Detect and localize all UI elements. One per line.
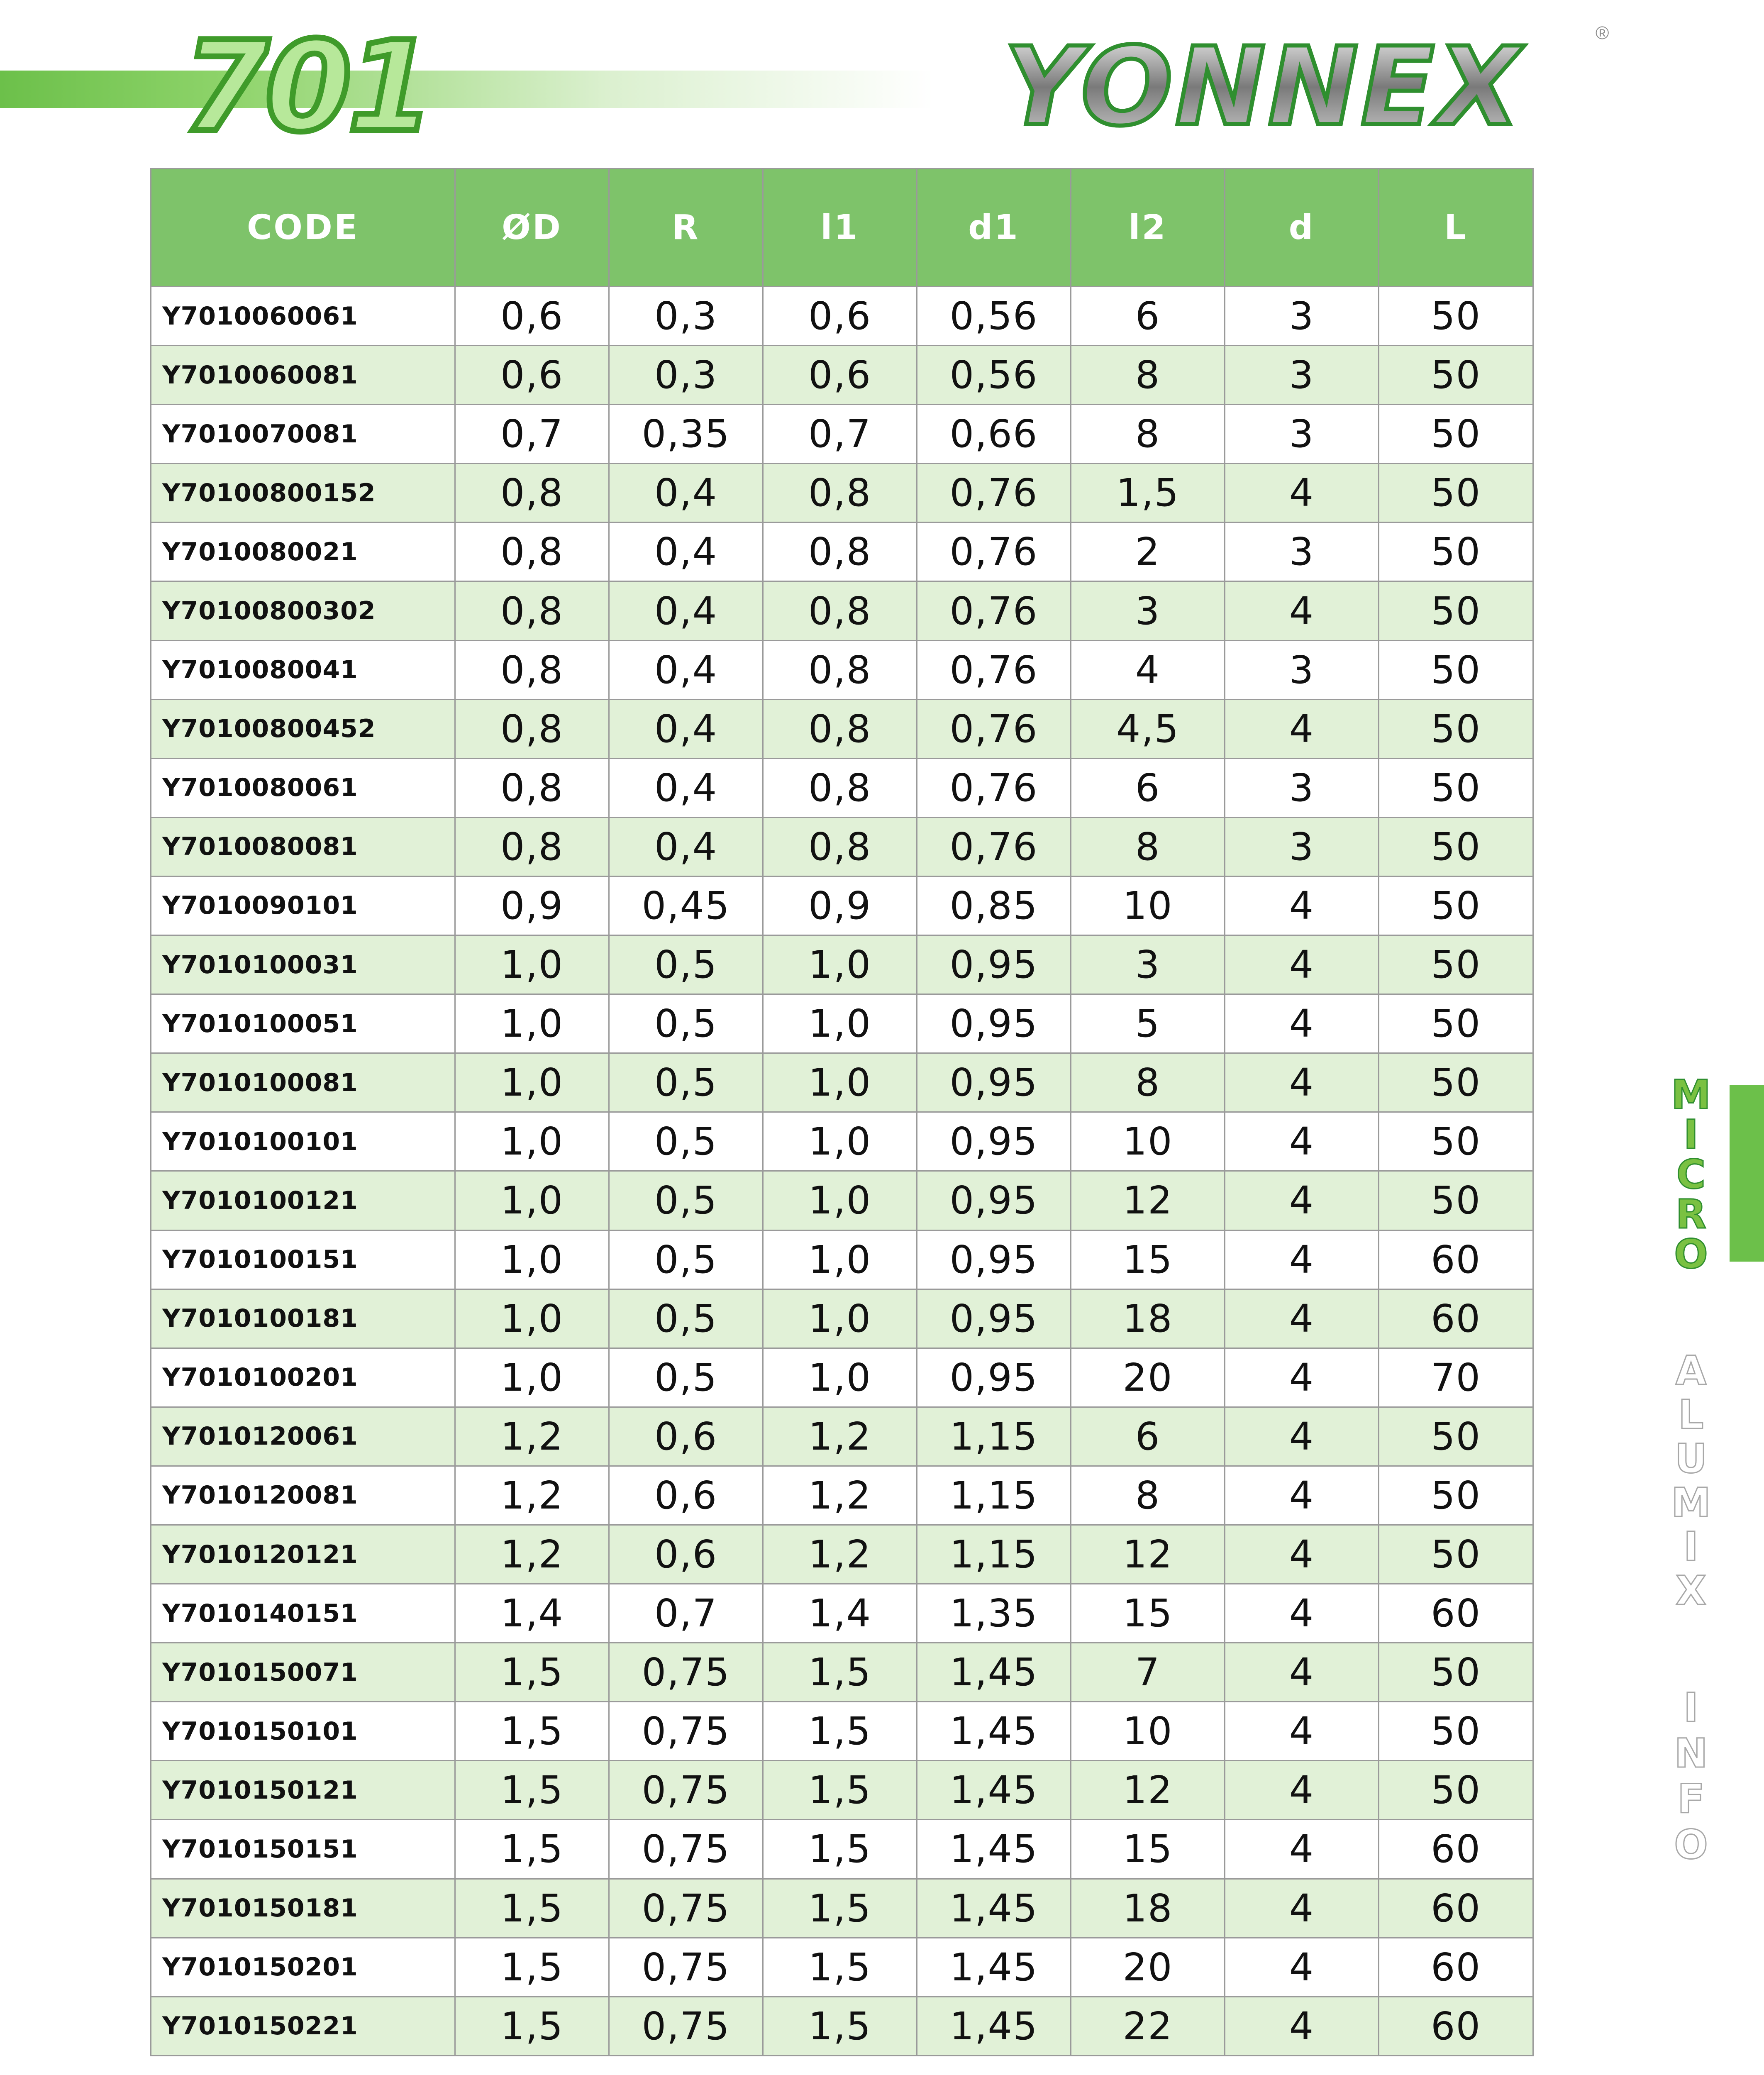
table-row bbox=[151, 1348, 1533, 1407]
dimension-cell: 1,45 bbox=[917, 1938, 1071, 1997]
side-tab-info[interactable]: I N F O bbox=[1674, 1684, 1708, 1868]
product-code-cell: Y7010150181 bbox=[151, 1879, 455, 1938]
product-spec-table bbox=[150, 168, 1534, 2056]
dimension-cell: 50 bbox=[1379, 876, 1533, 935]
dimension-cell: 0,85 bbox=[917, 876, 1071, 935]
side-tab-micro[interactable]: M I C R O bbox=[1671, 1072, 1711, 1277]
dimension-cell: 20 bbox=[1071, 1348, 1225, 1407]
column-header-shank-d: d bbox=[1225, 169, 1379, 287]
product-code-cell: Y7010150221 bbox=[151, 1997, 455, 2055]
dimension-cell: 4 bbox=[1225, 1702, 1379, 1761]
table-row bbox=[151, 758, 1533, 817]
dimension-cell: 1,4 bbox=[763, 1584, 917, 1643]
dimension-cell: 0,56 bbox=[917, 346, 1071, 405]
dimension-cell: 1,0 bbox=[763, 1348, 917, 1407]
dimension-cell: 50 bbox=[1379, 1761, 1533, 1820]
table-row bbox=[151, 1584, 1533, 1643]
product-code-cell: Y7010100201 bbox=[151, 1348, 455, 1407]
table-row bbox=[151, 346, 1533, 405]
table-row bbox=[151, 1171, 1533, 1230]
dimension-cell: 1,4 bbox=[455, 1584, 609, 1643]
product-code-cell: Y7010120061 bbox=[151, 1407, 455, 1466]
dimension-cell: 1,5 bbox=[763, 1879, 917, 1938]
dimension-cell: 50 bbox=[1379, 1053, 1533, 1112]
product-code-cell: Y7010150151 bbox=[151, 1820, 455, 1879]
dimension-cell: 50 bbox=[1379, 1407, 1533, 1466]
product-code-cell: Y7010100081 bbox=[151, 1053, 455, 1112]
dimension-cell: 0,8 bbox=[763, 817, 917, 876]
dimension-cell: 0,8 bbox=[455, 758, 609, 817]
dimension-cell: 0,95 bbox=[917, 1171, 1071, 1230]
dimension-cell: 1,15 bbox=[917, 1525, 1071, 1584]
dimension-cell: 1,45 bbox=[917, 1643, 1071, 1702]
dimension-cell: 0,5 bbox=[609, 1230, 763, 1289]
column-header-length: L bbox=[1379, 169, 1533, 287]
product-code-cell: Y70100800302 bbox=[151, 581, 455, 640]
catalog-number: 701 bbox=[183, 15, 430, 159]
product-code-cell: Y7010150201 bbox=[151, 1938, 455, 1997]
table-row bbox=[151, 405, 1533, 464]
dimension-cell: 0,76 bbox=[917, 817, 1071, 876]
dimension-cell: 4 bbox=[1225, 581, 1379, 640]
dimension-cell: 6 bbox=[1071, 1407, 1225, 1466]
product-code-cell: Y70100800452 bbox=[151, 699, 455, 758]
dimension-cell: 1,45 bbox=[917, 1761, 1071, 1820]
dimension-cell: 0,8 bbox=[763, 758, 917, 817]
dimension-cell: 0,6 bbox=[609, 1466, 763, 1525]
product-code-cell: Y7010120121 bbox=[151, 1525, 455, 1584]
dimension-cell: 0,76 bbox=[917, 758, 1071, 817]
dimension-cell: 0,6 bbox=[763, 346, 917, 405]
table-row bbox=[151, 1525, 1533, 1584]
dimension-cell: 1,5 bbox=[455, 1761, 609, 1820]
dimension-cell: 15 bbox=[1071, 1584, 1225, 1643]
dimension-cell: 50 bbox=[1379, 935, 1533, 994]
dimension-cell: 50 bbox=[1379, 1112, 1533, 1171]
dimension-cell: 6 bbox=[1071, 287, 1225, 346]
dimension-cell: 4 bbox=[1225, 699, 1379, 758]
dimension-cell: 0,3 bbox=[609, 287, 763, 346]
dimension-cell: 0,95 bbox=[917, 994, 1071, 1053]
dimension-cell: 1,0 bbox=[455, 1171, 609, 1230]
dimension-cell: 0,75 bbox=[609, 1997, 763, 2055]
product-code-cell: Y7010080021 bbox=[151, 522, 455, 581]
dimension-cell: 1,45 bbox=[917, 1997, 1071, 2055]
dimension-cell: 0,95 bbox=[917, 1289, 1071, 1348]
dimension-cell: 1,0 bbox=[763, 1112, 917, 1171]
dimension-cell: 4 bbox=[1225, 935, 1379, 994]
column-header-d1: d1 bbox=[917, 169, 1071, 287]
dimension-cell: 1,5 bbox=[455, 1879, 609, 1938]
dimension-cell: 0,8 bbox=[763, 581, 917, 640]
dimension-cell: 10 bbox=[1071, 1702, 1225, 1761]
table-row bbox=[151, 876, 1533, 935]
dimension-cell: 4 bbox=[1225, 1879, 1379, 1938]
dimension-cell: 50 bbox=[1379, 405, 1533, 464]
dimension-cell: 1,5 bbox=[763, 1997, 917, 2055]
dimension-cell: 15 bbox=[1071, 1820, 1225, 1879]
dimension-cell: 0,5 bbox=[609, 1171, 763, 1230]
dimension-cell: 1,5 bbox=[1071, 464, 1225, 522]
dimension-cell: 12 bbox=[1071, 1761, 1225, 1820]
table-row bbox=[151, 1466, 1533, 1525]
dimension-cell: 1,5 bbox=[455, 1820, 609, 1879]
dimension-cell: 1,5 bbox=[455, 1643, 609, 1702]
dimension-cell: 3 bbox=[1225, 405, 1379, 464]
dimension-cell: 4 bbox=[1225, 1053, 1379, 1112]
product-code-cell: Y7010150071 bbox=[151, 1643, 455, 1702]
dimension-cell: 4 bbox=[1225, 1820, 1379, 1879]
table-row bbox=[151, 287, 1533, 346]
product-code-cell: Y7010060061 bbox=[151, 287, 455, 346]
dimension-cell: 1,5 bbox=[455, 1938, 609, 1997]
dimension-cell: 3 bbox=[1225, 817, 1379, 876]
dimension-cell: 0,4 bbox=[609, 817, 763, 876]
dimension-cell: 18 bbox=[1071, 1879, 1225, 1938]
table-row bbox=[151, 1702, 1533, 1761]
dimension-cell: 1,35 bbox=[917, 1584, 1071, 1643]
dimension-cell: 1,2 bbox=[763, 1525, 917, 1584]
product-code-cell: Y7010120081 bbox=[151, 1466, 455, 1525]
dimension-cell: 1,2 bbox=[455, 1525, 609, 1584]
product-code-cell: Y7010100151 bbox=[151, 1230, 455, 1289]
side-tab-alumix[interactable]: A L U M I X bbox=[1671, 1348, 1711, 1614]
dimension-cell: 0,5 bbox=[609, 994, 763, 1053]
dimension-cell: 0,5 bbox=[609, 935, 763, 994]
product-code-cell: Y7010100051 bbox=[151, 994, 455, 1053]
dimension-cell: 10 bbox=[1071, 1112, 1225, 1171]
table-row bbox=[151, 1289, 1533, 1348]
dimension-cell: 4 bbox=[1225, 1643, 1379, 1702]
dimension-cell: 50 bbox=[1379, 640, 1533, 699]
dimension-cell: 50 bbox=[1379, 1171, 1533, 1230]
table-row bbox=[151, 1230, 1533, 1289]
dimension-cell: 1,0 bbox=[763, 994, 917, 1053]
product-code-cell: Y7010150101 bbox=[151, 1702, 455, 1761]
dimension-cell: 0,35 bbox=[609, 405, 763, 464]
registered-mark: ® bbox=[1596, 23, 1609, 43]
dimension-cell: 12 bbox=[1071, 1171, 1225, 1230]
dimension-cell: 1,5 bbox=[763, 1938, 917, 1997]
dimension-cell: 4 bbox=[1225, 1997, 1379, 2055]
table-row bbox=[151, 935, 1533, 994]
table-row bbox=[151, 817, 1533, 876]
dimension-cell: 50 bbox=[1379, 346, 1533, 405]
dimension-cell: 0,5 bbox=[609, 1112, 763, 1171]
dimension-cell: 2 bbox=[1071, 522, 1225, 581]
active-tab-marker bbox=[1730, 1085, 1764, 1262]
dimension-cell: 10 bbox=[1071, 876, 1225, 935]
dimension-cell: 0,7 bbox=[763, 405, 917, 464]
dimension-cell: 3 bbox=[1225, 287, 1379, 346]
dimension-cell: 1,0 bbox=[455, 1112, 609, 1171]
dimension-cell: 4 bbox=[1225, 1525, 1379, 1584]
product-code-cell: Y7010140151 bbox=[151, 1584, 455, 1643]
dimension-cell: 1,2 bbox=[455, 1407, 609, 1466]
dimension-cell: 4 bbox=[1225, 1584, 1379, 1643]
header-gradient-bar bbox=[0, 71, 934, 108]
product-code-cell: Y7010100031 bbox=[151, 935, 455, 994]
dimension-cell: 22 bbox=[1071, 1997, 1225, 2055]
dimension-cell: 7 bbox=[1071, 1643, 1225, 1702]
product-code-cell: Y7010100181 bbox=[151, 1289, 455, 1348]
dimension-cell: 0,9 bbox=[455, 876, 609, 935]
dimension-cell: 1,5 bbox=[763, 1761, 917, 1820]
dimension-cell: 0,6 bbox=[455, 346, 609, 405]
dimension-cell: 1,0 bbox=[763, 1289, 917, 1348]
dimension-cell: 50 bbox=[1379, 1525, 1533, 1584]
table-row bbox=[151, 699, 1533, 758]
dimension-cell: 0,45 bbox=[609, 876, 763, 935]
product-code-cell: Y7010060081 bbox=[151, 346, 455, 405]
dimension-cell: 4 bbox=[1225, 1761, 1379, 1820]
dimension-cell: 1,0 bbox=[455, 935, 609, 994]
dimension-cell: 1,0 bbox=[763, 1053, 917, 1112]
dimension-cell: 1,2 bbox=[763, 1407, 917, 1466]
dimension-cell: 0,4 bbox=[609, 699, 763, 758]
table-row bbox=[151, 522, 1533, 581]
dimension-cell: 50 bbox=[1379, 1643, 1533, 1702]
dimension-cell: 3 bbox=[1225, 346, 1379, 405]
dimension-cell: 60 bbox=[1379, 1938, 1533, 1997]
dimension-cell: 6 bbox=[1071, 758, 1225, 817]
dimension-cell: 0,76 bbox=[917, 464, 1071, 522]
table-row bbox=[151, 640, 1533, 699]
dimension-cell: 1,0 bbox=[455, 1289, 609, 1348]
dimension-cell: 1,0 bbox=[455, 1053, 609, 1112]
dimension-cell: 4 bbox=[1225, 1171, 1379, 1230]
dimension-cell: 3 bbox=[1225, 640, 1379, 699]
product-code-cell: Y7010100101 bbox=[151, 1112, 455, 1171]
dimension-cell: 0,5 bbox=[609, 1348, 763, 1407]
dimension-cell: 50 bbox=[1379, 287, 1533, 346]
table-row bbox=[151, 1643, 1533, 1702]
dimension-cell: 0,95 bbox=[917, 1230, 1071, 1289]
dimension-cell: 50 bbox=[1379, 1702, 1533, 1761]
dimension-cell: 3 bbox=[1071, 935, 1225, 994]
dimension-cell: 0,76 bbox=[917, 640, 1071, 699]
dimension-cell: 0,7 bbox=[455, 405, 609, 464]
product-code-cell: Y7010070081 bbox=[151, 405, 455, 464]
dimension-cell: 0,8 bbox=[455, 699, 609, 758]
table-row bbox=[151, 1053, 1533, 1112]
product-code-cell: Y7010090101 bbox=[151, 876, 455, 935]
table-row bbox=[151, 1407, 1533, 1466]
dimension-cell: 4 bbox=[1225, 1938, 1379, 1997]
table-row bbox=[151, 1761, 1533, 1820]
dimension-cell: 0,95 bbox=[917, 1348, 1071, 1407]
column-header-code: CODE bbox=[151, 169, 455, 287]
dimension-cell: 1,0 bbox=[763, 1230, 917, 1289]
dimension-cell: 0,8 bbox=[455, 581, 609, 640]
product-code-cell: Y7010100121 bbox=[151, 1171, 455, 1230]
dimension-cell: 0,8 bbox=[455, 817, 609, 876]
dimension-cell: 0,8 bbox=[455, 640, 609, 699]
dimension-cell: 0,7 bbox=[609, 1584, 763, 1643]
dimension-cell: 4,5 bbox=[1071, 699, 1225, 758]
dimension-cell: 0,75 bbox=[609, 1643, 763, 1702]
dimension-cell: 50 bbox=[1379, 581, 1533, 640]
column-header-l2: l2 bbox=[1071, 169, 1225, 287]
dimension-cell: 1,5 bbox=[455, 1702, 609, 1761]
dimension-cell: 1,5 bbox=[763, 1702, 917, 1761]
dimension-cell: 0,6 bbox=[455, 287, 609, 346]
dimension-cell: 0,76 bbox=[917, 699, 1071, 758]
dimension-cell: 60 bbox=[1379, 1230, 1533, 1289]
dimension-cell: 4 bbox=[1225, 1289, 1379, 1348]
dimension-cell: 4 bbox=[1225, 464, 1379, 522]
dimension-cell: 0,6 bbox=[609, 1407, 763, 1466]
dimension-cell: 1,0 bbox=[455, 1230, 609, 1289]
dimension-cell: 3 bbox=[1225, 522, 1379, 581]
dimension-cell: 1,0 bbox=[763, 1171, 917, 1230]
table-row bbox=[151, 1997, 1533, 2055]
table-row bbox=[151, 1938, 1533, 1997]
product-code-cell: Y7010080041 bbox=[151, 640, 455, 699]
table-row bbox=[151, 994, 1533, 1053]
table-row bbox=[151, 581, 1533, 640]
dimension-cell: 4 bbox=[1225, 1112, 1379, 1171]
table-header-row bbox=[151, 169, 1533, 287]
brand-logo: YONNEX bbox=[1004, 24, 1523, 150]
dimension-cell: 0,5 bbox=[609, 1053, 763, 1112]
dimension-cell: 4 bbox=[1225, 994, 1379, 1053]
product-code-cell: Y70100800152 bbox=[151, 464, 455, 522]
column-header-diameter: ØD bbox=[455, 169, 609, 287]
dimension-cell: 1,15 bbox=[917, 1407, 1071, 1466]
dimension-cell: 0,8 bbox=[455, 522, 609, 581]
dimension-cell: 4 bbox=[1071, 640, 1225, 699]
dimension-cell: 0,76 bbox=[917, 522, 1071, 581]
dimension-cell: 50 bbox=[1379, 522, 1533, 581]
dimension-cell: 0,95 bbox=[917, 1053, 1071, 1112]
dimension-cell: 8 bbox=[1071, 346, 1225, 405]
dimension-cell: 20 bbox=[1071, 1938, 1225, 1997]
dimension-cell: 4 bbox=[1225, 1466, 1379, 1525]
table-row bbox=[151, 1112, 1533, 1171]
dimension-cell: 8 bbox=[1071, 1053, 1225, 1112]
dimension-cell: 0,8 bbox=[763, 464, 917, 522]
dimension-cell: 0,6 bbox=[763, 287, 917, 346]
dimension-cell: 0,95 bbox=[917, 935, 1071, 994]
dimension-cell: 0,8 bbox=[763, 522, 917, 581]
dimension-cell: 0,75 bbox=[609, 1938, 763, 1997]
dimension-cell: 0,8 bbox=[763, 640, 917, 699]
dimension-cell: 1,2 bbox=[455, 1466, 609, 1525]
dimension-cell: 3 bbox=[1071, 581, 1225, 640]
dimension-cell: 0,4 bbox=[609, 758, 763, 817]
dimension-cell: 0,66 bbox=[917, 405, 1071, 464]
dimension-cell: 8 bbox=[1071, 817, 1225, 876]
dimension-cell: 0,9 bbox=[763, 876, 917, 935]
dimension-cell: 0,4 bbox=[609, 640, 763, 699]
dimension-cell: 8 bbox=[1071, 405, 1225, 464]
dimension-cell: 0,4 bbox=[609, 522, 763, 581]
dimension-cell: 1,15 bbox=[917, 1466, 1071, 1525]
column-header-l1: l1 bbox=[763, 169, 917, 287]
dimension-cell: 50 bbox=[1379, 699, 1533, 758]
dimension-cell: 1,2 bbox=[763, 1466, 917, 1525]
dimension-cell: 1,0 bbox=[455, 1348, 609, 1407]
dimension-cell: 0,5 bbox=[609, 1289, 763, 1348]
dimension-cell: 0,56 bbox=[917, 287, 1071, 346]
dimension-cell: 18 bbox=[1071, 1289, 1225, 1348]
dimension-cell: 4 bbox=[1225, 1407, 1379, 1466]
dimension-cell: 0,75 bbox=[609, 1820, 763, 1879]
dimension-cell: 4 bbox=[1225, 876, 1379, 935]
dimension-cell: 4 bbox=[1225, 1230, 1379, 1289]
column-header-radius: R bbox=[609, 169, 763, 287]
product-code-cell: Y7010080061 bbox=[151, 758, 455, 817]
dimension-cell: 70 bbox=[1379, 1348, 1533, 1407]
dimension-cell: 1,5 bbox=[763, 1643, 917, 1702]
dimension-cell: 0,75 bbox=[609, 1761, 763, 1820]
dimension-cell: 0,75 bbox=[609, 1702, 763, 1761]
table-row bbox=[151, 1820, 1533, 1879]
dimension-cell: 60 bbox=[1379, 1584, 1533, 1643]
dimension-cell: 0,4 bbox=[609, 581, 763, 640]
dimension-cell: 1,5 bbox=[763, 1820, 917, 1879]
product-code-cell: Y7010150121 bbox=[151, 1761, 455, 1820]
dimension-cell: 0,6 bbox=[609, 1525, 763, 1584]
dimension-cell: 5 bbox=[1071, 994, 1225, 1053]
dimension-cell: 60 bbox=[1379, 1997, 1533, 2055]
dimension-cell: 50 bbox=[1379, 758, 1533, 817]
dimension-cell: 0,8 bbox=[763, 699, 917, 758]
product-code-cell: Y7010080081 bbox=[151, 817, 455, 876]
dimension-cell: 1,45 bbox=[917, 1820, 1071, 1879]
dimension-cell: 50 bbox=[1379, 1466, 1533, 1525]
dimension-cell: 60 bbox=[1379, 1879, 1533, 1938]
dimension-cell: 0,4 bbox=[609, 464, 763, 522]
dimension-cell: 1,45 bbox=[917, 1879, 1071, 1938]
dimension-cell: 15 bbox=[1071, 1230, 1225, 1289]
table-row bbox=[151, 464, 1533, 522]
dimension-cell: 50 bbox=[1379, 464, 1533, 522]
dimension-cell: 0,95 bbox=[917, 1112, 1071, 1171]
dimension-cell: 3 bbox=[1225, 758, 1379, 817]
dimension-cell: 8 bbox=[1071, 1466, 1225, 1525]
dimension-cell: 4 bbox=[1225, 1348, 1379, 1407]
dimension-cell: 1,0 bbox=[763, 935, 917, 994]
dimension-cell: 0,76 bbox=[917, 581, 1071, 640]
dimension-cell: 60 bbox=[1379, 1820, 1533, 1879]
dimension-cell: 1,5 bbox=[455, 1997, 609, 2055]
table-row bbox=[151, 1879, 1533, 1938]
dimension-cell: 50 bbox=[1379, 817, 1533, 876]
dimension-cell: 0,75 bbox=[609, 1879, 763, 1938]
dimension-cell: 0,8 bbox=[455, 464, 609, 522]
dimension-cell: 12 bbox=[1071, 1525, 1225, 1584]
dimension-cell: 1,0 bbox=[455, 994, 609, 1053]
dimension-cell: 60 bbox=[1379, 1289, 1533, 1348]
dimension-cell: 0,3 bbox=[609, 346, 763, 405]
dimension-cell: 50 bbox=[1379, 994, 1533, 1053]
dimension-cell: 1,45 bbox=[917, 1702, 1071, 1761]
